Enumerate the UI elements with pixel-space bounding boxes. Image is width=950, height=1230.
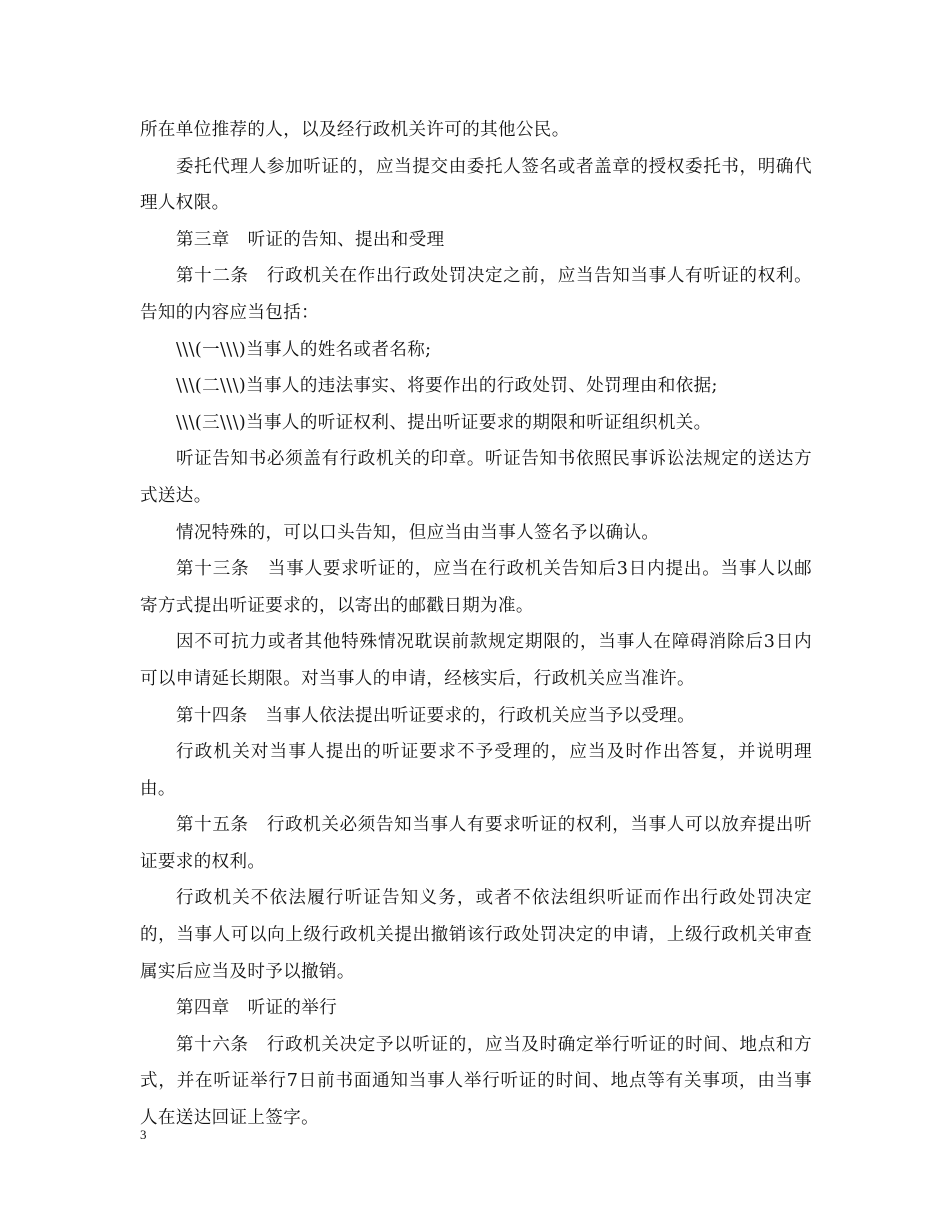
article-13: 第十三条 当事人要求听证的，应当在行政机关告知后3日内提出。当事人以邮寄方式提出听证要求的，以寄出的邮戳日期为准。: [140, 559, 812, 616]
page-number: 3: [140, 1127, 147, 1142]
paragraph-oral-notice: 情况特殊的，可以口头告知，但应当由当事人签名予以确认。: [176, 522, 660, 543]
paragraph-proxy-authorization: 委托代理人参加听证的，应当提交由委托人签名或者盖章的授权委托书，明确代理人权限。: [140, 156, 812, 214]
article-12-item-3: \\\(三\\\)当事人的听证权利、提出听证要求的期限和听证组织机关。: [176, 412, 712, 433]
document-body: [140, 112, 812, 1137]
paragraph-extension-request: 因不可抗力或者其他特殊情况耽误前款规定期限的，当事人在障碍消除后3日内可以申请延长期限。对当事人的申请，经核实后，行政机关应当准许。: [140, 632, 812, 689]
article-12-item-1: \\\(一\\\)当事人的姓名或者名称;: [176, 339, 432, 360]
paragraph-refusal-reply: 行政机关对当事人提出的听证要求不予受理的，应当及时作出答复，并说明理由。: [140, 742, 812, 799]
article-12: 第十二条 行政机关在作出行政处罚决定之前，应当告知当事人有听证的权利。告知的内容应当包括：: [140, 266, 812, 323]
paragraph-continuation: 所在单位推荐的人，以及经行政机关许可的其他公民。: [140, 120, 570, 140]
article-14: 第十四条 当事人依法提出听证要求的，行政机关应当予以受理。: [176, 705, 696, 726]
article-16: 第十六条 行政机关决定予以听证的，应当及时确定举行听证的时间、地点和方式，并在听证举行7日前书面通知当事人举行听证的时间、地点等有关事项，由当事人在送达回证上签字。: [140, 1034, 812, 1129]
article-12-item-2: \\\(二\\\)当事人的违法事实、将要作出的行政处罚、处罚理由和依据;: [176, 376, 718, 397]
chapter-4-heading: 第四章 听证的举行: [176, 998, 338, 1019]
paragraph-revocation-request: 行政机关不依法履行听证告知义务，或者不依法组织听证而作出行政处罚决定的，当事人可以向上级行政机关提出撤销该行政处罚决定的申请，上级行政机关审查属实后应当及时予以撤销。: [140, 888, 812, 982]
article-15: 第十五条 行政机关必须告知当事人有要求听证的权利，当事人可以放弃提出听证要求的权利。: [140, 815, 812, 872]
chapter-3-heading: 第三章 听证的告知、提出和受理: [176, 229, 445, 250]
paragraph-hearing-notice-seal: 听证告知书必须盖有行政机关的印章。听证告知书依照民事诉讼法规定的送达方式送达。: [140, 449, 812, 506]
